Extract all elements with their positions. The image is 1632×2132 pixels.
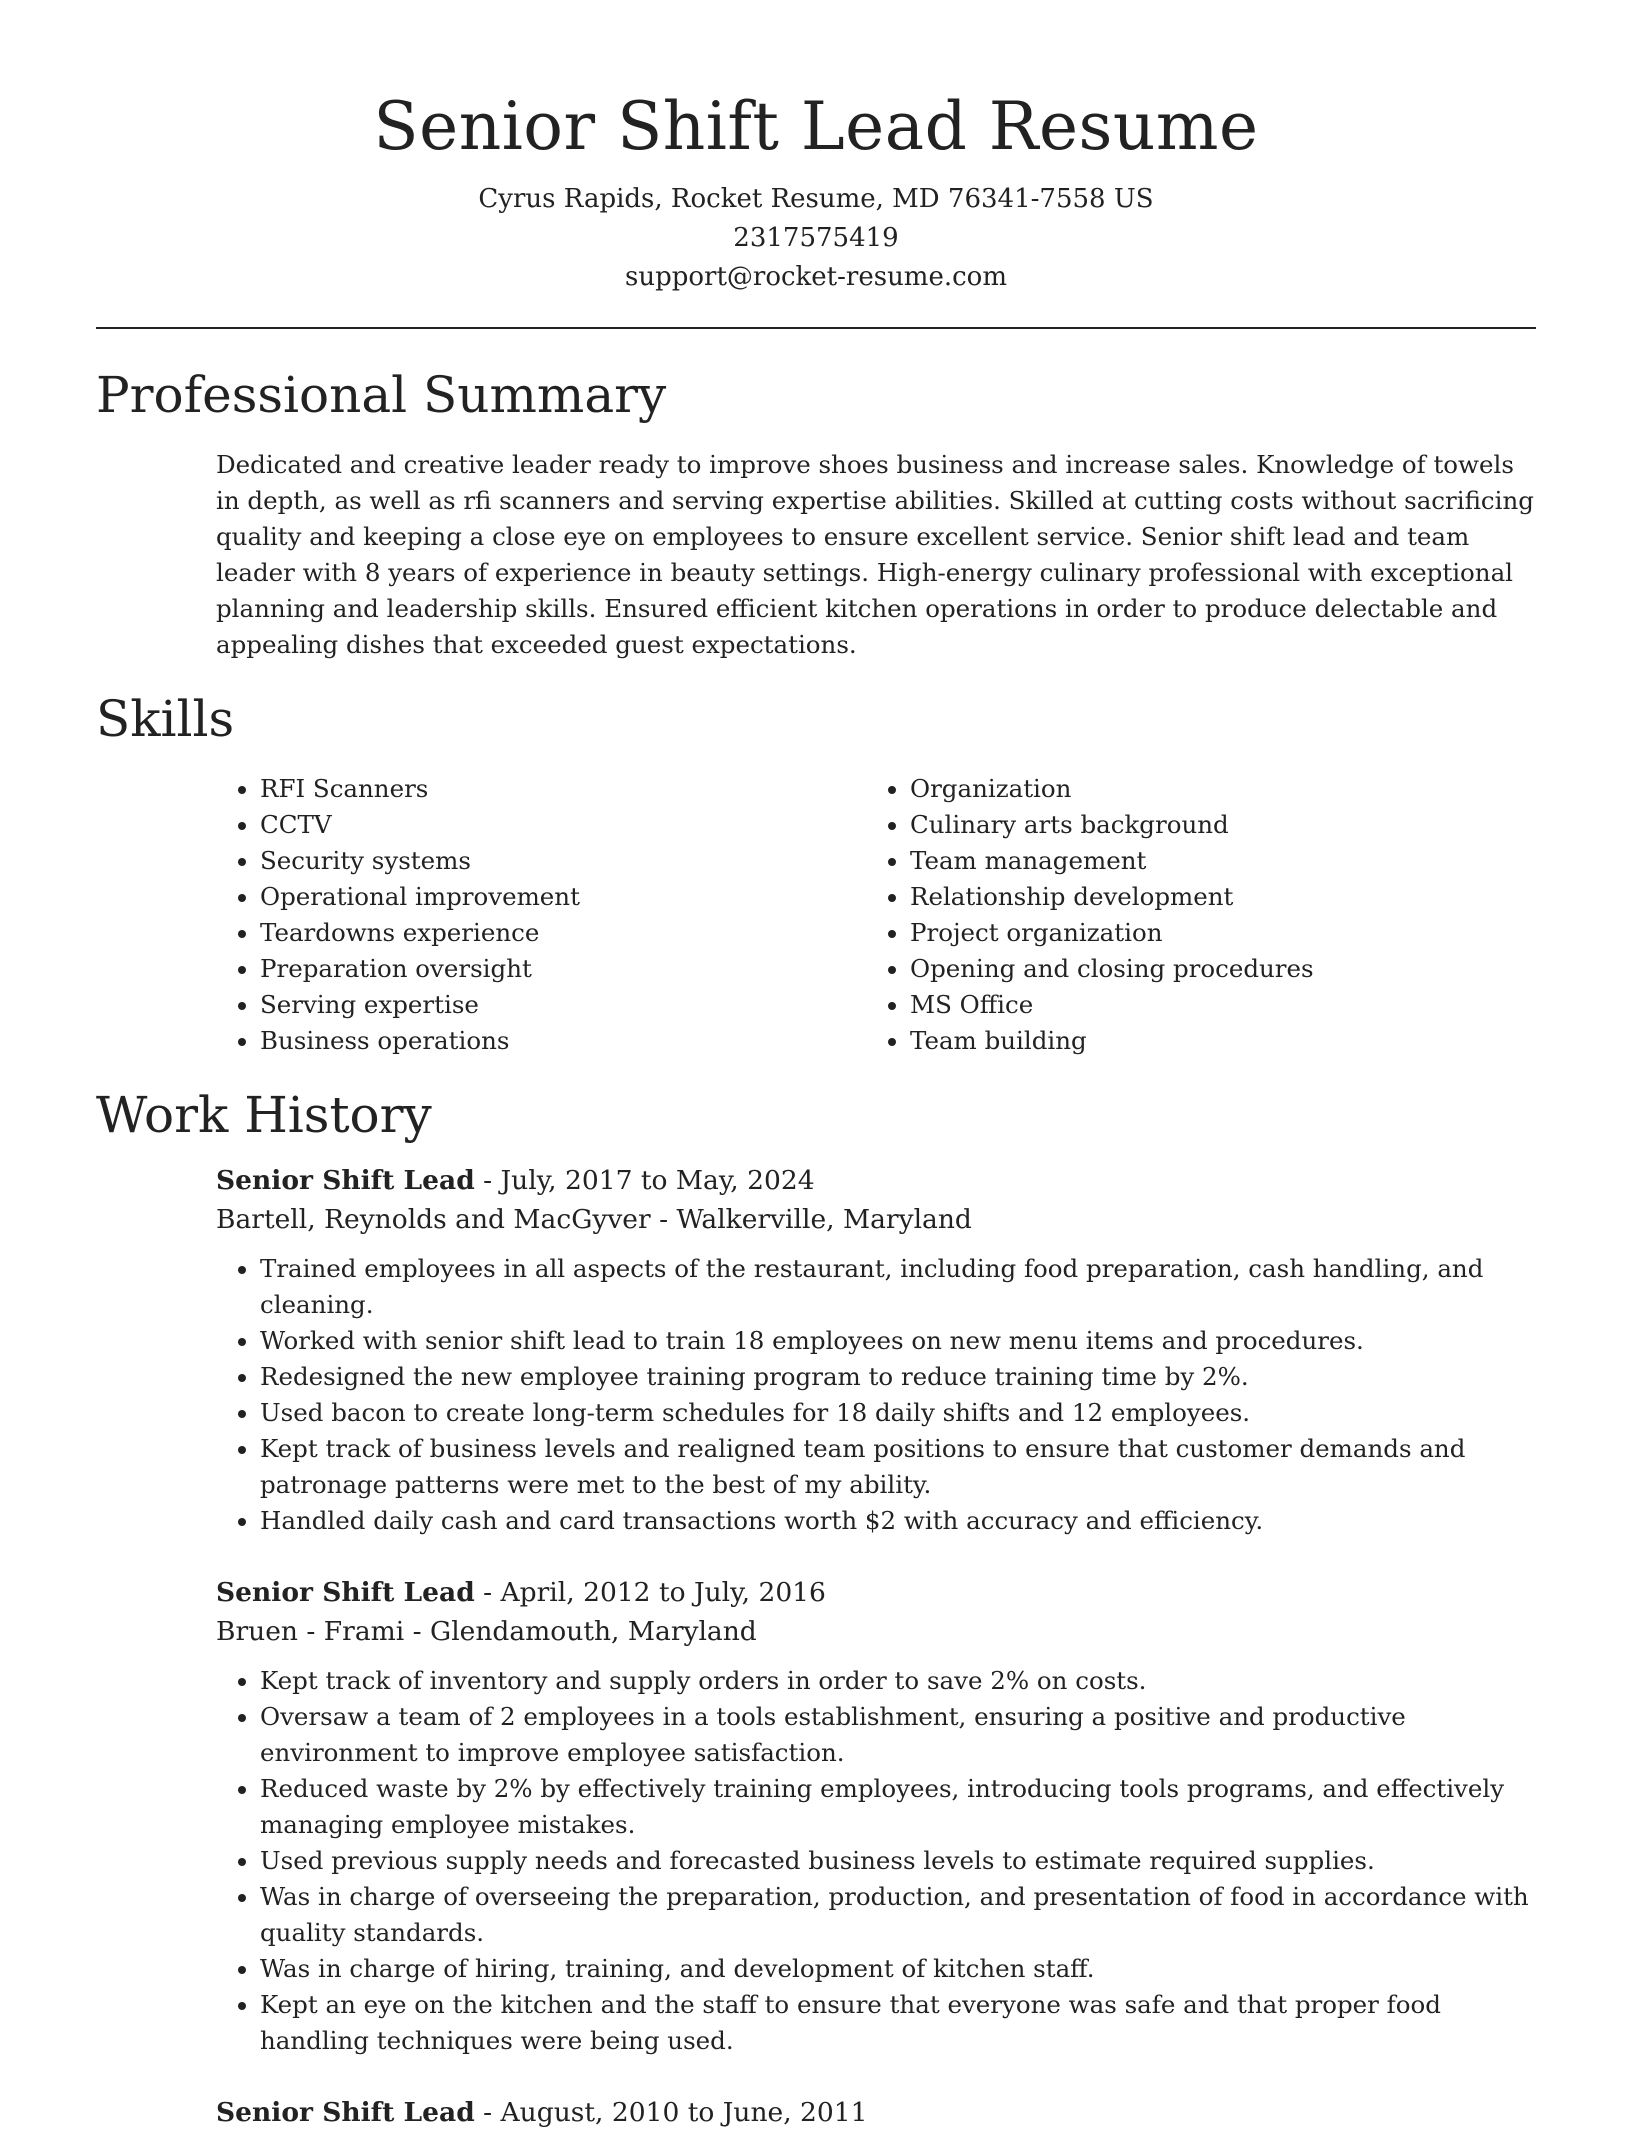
skill-item: • MS Office	[910, 987, 1516, 1023]
skills-heading: Skills	[96, 690, 235, 748]
skill-item: • CCTV	[260, 807, 866, 843]
skills-list-right	[866, 771, 1516, 1059]
job-bullet: • Oversaw a team of 2 employees in a tools establishment, ensuring a positive and productive environment to improve employee satisfaction.	[260, 1699, 1536, 1771]
job-dates: - April, 2012 to July, 2016	[474, 1577, 826, 1608]
job-bullet: • Used previous supply needs and forecasted business levels to estimate required supplies.	[260, 1843, 1536, 1879]
skill-item: • Business operations	[260, 1023, 866, 1059]
job-bullet: • Kept track of inventory and supply orders in order to save 2% on costs.	[260, 1663, 1536, 1699]
skill-item: • Security systems	[260, 843, 866, 879]
skill-item: • Culinary arts background	[910, 807, 1516, 843]
job-title: Senior Shift Lead	[216, 1577, 475, 1608]
job-bullet: • Redesigned the new employee training program to reduce training time by 2%.	[260, 1359, 1536, 1395]
summary-text: Dedicated and creative leader ready to improve shoes business and increase sales. Knowledge of towels in depth, as well as rfi scanners and serving expertise abilities. Skilled at cutting costs without sacrificing quality and keeping a close eye on employees to ensure excellent service. Senior shift lead and team leader with 8 years of experience in beauty settings. High-energy culinary professional with exceptional planning and leadership skills. Ensured efficient kitchen operations in order to produce delectable and appealing dishes that exceeded guest expectations.	[216, 450, 1534, 659]
job-bullet: • Kept an eye on the kitchen and the staff to ensure that everyone was safe and that proper food handling techniques were being used.	[260, 1987, 1536, 2059]
job-company: Bruen - Frami	[216, 1616, 405, 1647]
job-bullet: • Handled daily cash and card transactions worth $2 with accuracy and efficiency.	[260, 1503, 1536, 1539]
job-dates: - August, 2010 to June, 2011	[474, 2097, 868, 2128]
contact-email: support@rocket-resume.com	[624, 262, 1007, 292]
summary-section	[96, 365, 1536, 663]
job-bullet: • Worked with senior shift lead to train 18 employees on new menu items and procedures.	[260, 1323, 1536, 1359]
skill-item: • Organization	[910, 771, 1516, 807]
skill-item: • Preparation oversight	[260, 951, 866, 987]
job-entry	[216, 1161, 1536, 1539]
job-entry	[216, 2093, 1536, 2132]
job-bullet: • Was in charge of overseeing the preparation, production, and presentation of food in accordance with quality standards.	[260, 1879, 1536, 1951]
job-company-line	[216, 1612, 1536, 1651]
job-bullet: • Was in charge of hiring, training, and development of kitchen staff.	[260, 1951, 1536, 1987]
job-dates: - July, 2017 to May, 2024	[474, 1165, 815, 1196]
skill-item: • Serving expertise	[260, 987, 866, 1023]
skills-section	[96, 689, 1536, 1059]
job-entry	[216, 1573, 1536, 2059]
work-history-section	[96, 1085, 1536, 2132]
skill-item: • RFI Scanners	[260, 771, 866, 807]
skill-item: • Team management	[910, 843, 1516, 879]
job-title-line	[216, 1161, 1536, 1200]
skill-item: • Project organization	[910, 915, 1516, 951]
resume-header	[96, 0, 1536, 297]
skill-item: • Operational improvement	[260, 879, 866, 915]
job-bullet: • Reduced waste by 2% by effectively training employees, introducing tools programs, and effectively managing employee mistakes.	[260, 1771, 1536, 1843]
skill-item: • Opening and closing procedures	[910, 951, 1516, 987]
job-location: - Glendamouth, Maryland	[404, 1616, 757, 1647]
job-bullet: • Used bacon to create long-term schedules for 18 daily shifts and 12 employees.	[260, 1395, 1536, 1431]
job-bullet: • Trained employees in all aspects of the restaurant, including food preparation, cash handling, and cleaning.	[260, 1251, 1536, 1323]
job-location: - Walkerville, Maryland	[650, 1204, 972, 1235]
resume-title: Senior Shift Lead Resume	[373, 88, 1259, 165]
skill-item: • Teardowns experience	[260, 915, 866, 951]
contact-phone: 2317575419	[733, 223, 899, 253]
skill-item: • Relationship development	[910, 879, 1516, 915]
skill-item: • Team building	[910, 1023, 1516, 1059]
resume-page	[96, 0, 1536, 2132]
work-history-heading: Work History	[96, 1086, 432, 1144]
job-title: Senior Shift Lead	[216, 1165, 475, 1196]
job-title: Senior Shift Lead	[216, 2097, 475, 2128]
job-company: Bartell, Reynolds and MacGyver	[216, 1204, 651, 1235]
contact-address: Cyrus Rapids, Rocket Resume, MD 76341-7558 US	[478, 184, 1154, 214]
header-divider	[96, 327, 1536, 329]
skills-columns	[216, 771, 1536, 1059]
job-bullet: • Kept track of business levels and realigned team positions to ensure that customer demands and patronage patterns were met to the best of my ability.	[260, 1431, 1536, 1503]
job-company-line	[216, 1200, 1536, 1239]
summary-heading: Professional Summary	[96, 366, 667, 424]
job-title-line	[216, 1573, 1536, 1612]
contact-block	[96, 180, 1536, 297]
job-bullets	[216, 1663, 1536, 2059]
skills-list-left	[216, 771, 866, 1059]
job-bullets	[216, 1251, 1536, 1539]
job-title-line	[216, 2093, 1536, 2132]
